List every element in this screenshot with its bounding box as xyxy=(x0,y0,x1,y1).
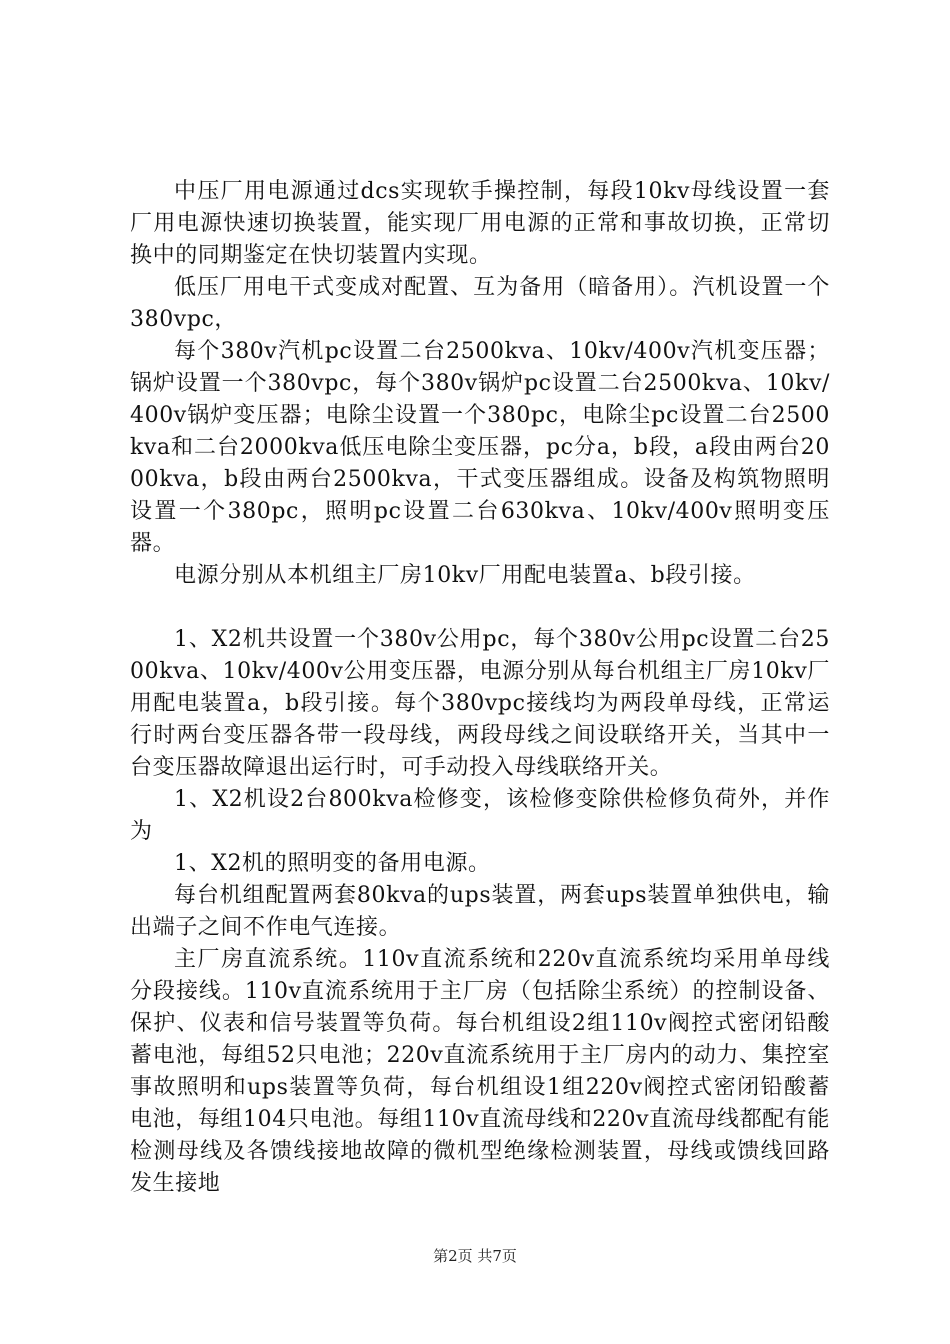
paragraph-public-pc: 1、X2机共设置一个380v公用pc，每个380v公用pc设置二台2500kva、10kv/400v公用变压器，电源分别从每台机组主厂房10kv厂用配电装置a，b段引接。每个380vpc接线均为两段单母线，正常运行时两台变压器各带一段母线，两段母线之间设联络开关，当其中一台变压器故障退出运行时，可手动投入母线联络开关。 xyxy=(130,627,830,780)
paragraph-backup-lighting: 1、X2机的照明变的备用电源。 xyxy=(174,851,491,876)
paragraph-power-source: 电源分别从本机组主厂房10kv厂用配电装置a、b段引接。 xyxy=(174,563,756,588)
paragraph-maintenance-transformer: 1、X2机设2台800kva检修变，该检修变除供检修负荷外，并作为 xyxy=(130,787,830,844)
page-number-footer: 第2页 共7页 xyxy=(433,1247,517,1265)
paragraph-lv-dry-transformer: 低压厂用电干式变成对配置、互为备用（暗备用）。汽机设置一个380vpc， xyxy=(130,275,830,332)
paragraph-380v-pc-config: 每个380v汽机pc设置二台2500kva、10kv/400v汽机变压器；锅炉设置一个380vpc，每个380v锅炉pc设置二台2500kva、10kv/400v锅炉变压器；电除尘设置一个380pc，电除尘pc设置二台2500kva和二台2000kva低压电除尘变压器，pc分a，b段，a段由两台2000kva，b段由两台2500kva，干式变压器组成。设备及构筑物照明设置一个380pc，照明pc设置二台630kva、10kv/400v照明变压器。 xyxy=(130,339,830,556)
paragraph-mv-power-control: 中压厂用电源通过dcs实现软手操控制，每段10kv母线设置一套厂用电源快速切换装置，能实现厂用电源的正常和事故切换，正常切换中的同期鉴定在快切装置内实现。 xyxy=(130,179,830,268)
paragraph-ups: 每台机组配置两套80kva的ups装置，两套ups装置单独供电，输出端子之间不作电气连接。 xyxy=(130,883,830,940)
paragraph-dc-system: 主厂房直流系统。110v直流系统和220v直流系统均采用单母线分段接线。110v直流系统用于主厂房（包括除尘系统）的控制设备、保护、仪表和信号装置等负荷。每台机组设2组110v阀控式密闭铅酸蓄电池，每组52只电池；220v直流系统用于主厂房内的动力、集控室事故照明和ups装置等负荷，每台机组设1组220v阀控式密闭铅酸蓄电池，每组104只电池。每组110v直流母线和220v直流母线都配有能检测母线及各馈线接地故障的微机型绝缘检测装置，母线或馈线回路发生接地 xyxy=(130,947,830,1196)
document-body xyxy=(130,176,830,1200)
paragraph-spacer xyxy=(130,592,830,624)
